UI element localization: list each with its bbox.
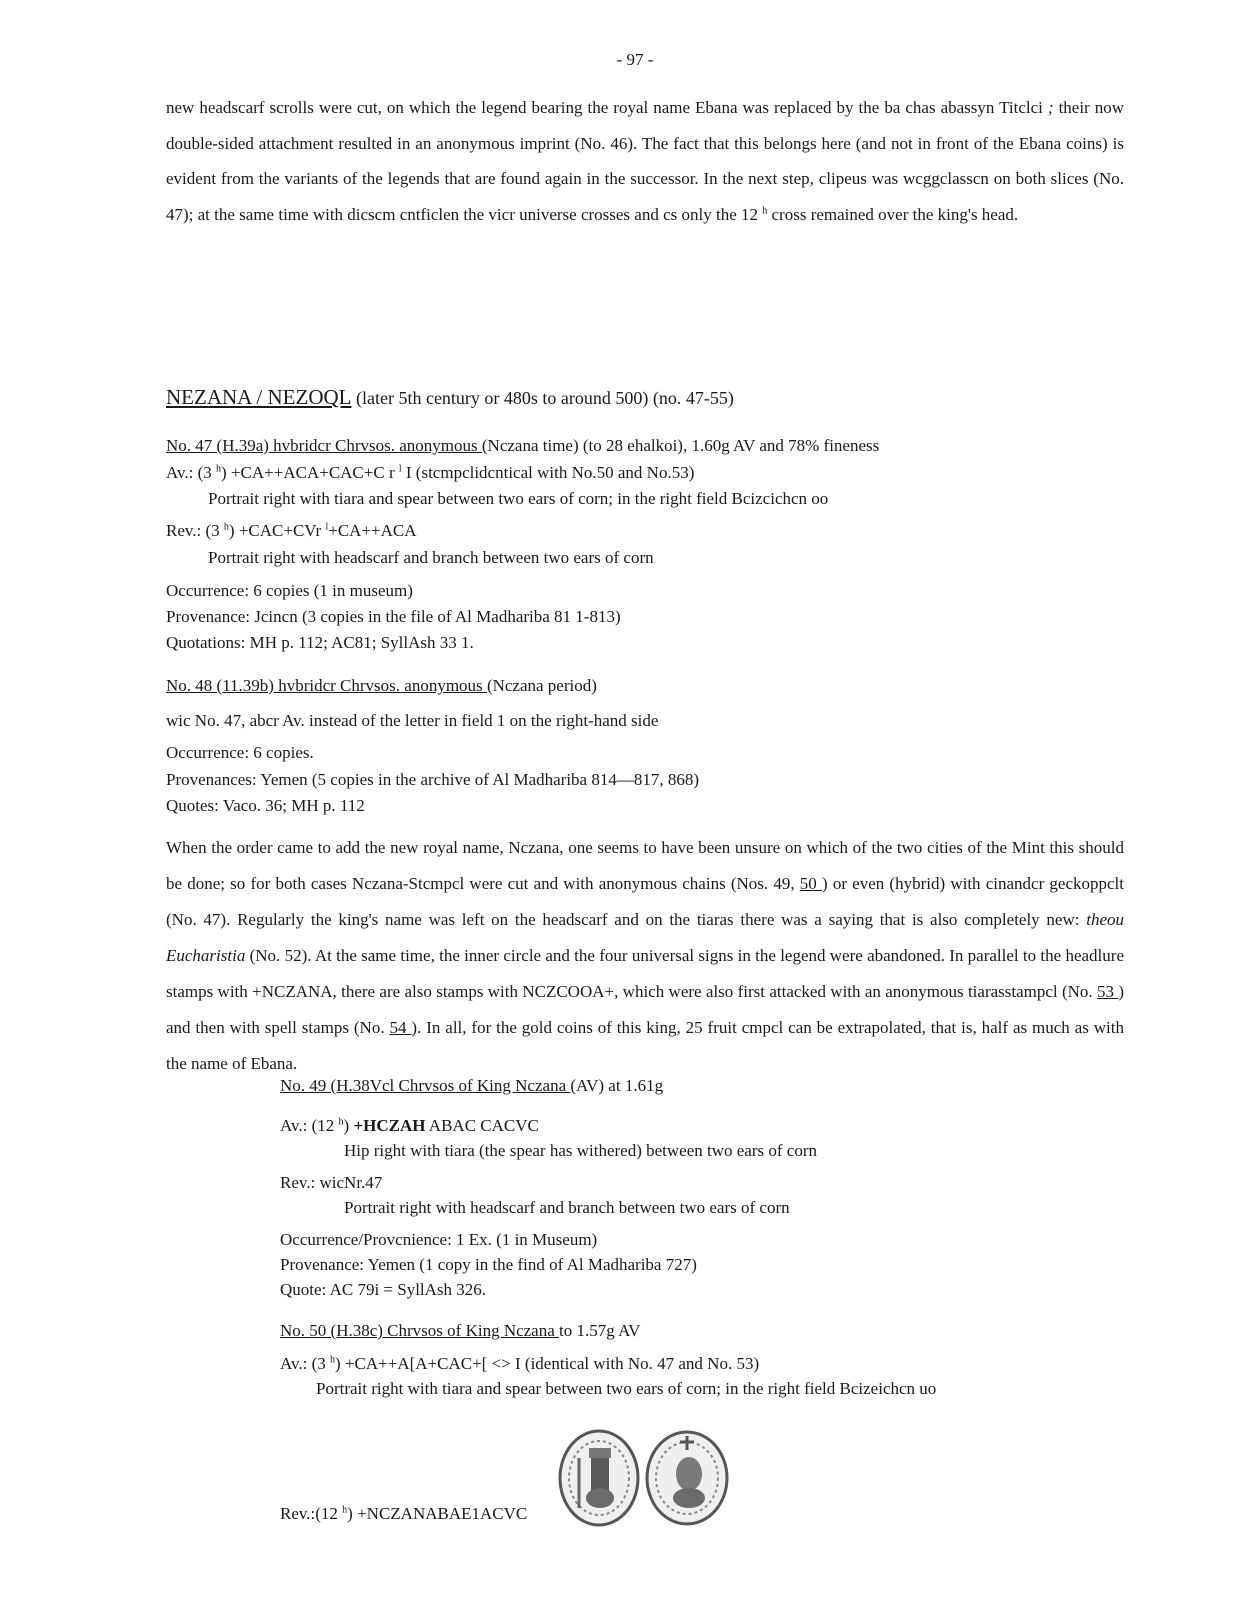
no47-reverse-desc: Portrait right with headscarf and branch between two ears of corn [208, 548, 654, 567]
intro-paragraph [166, 90, 1124, 232]
no50-obverse [280, 1353, 759, 1375]
text: I (stcmpclidcntical with No.50 and No.53) [401, 463, 695, 482]
no49-occurrence: Occurrence/Provcnience: 1 Ex. (1 in Museum) [280, 1230, 598, 1249]
no47-quotations: Quotations: MH p. 112; AC81; SyllAsh 33 1. [166, 633, 474, 652]
ref-no54: 54 [389, 1018, 412, 1037]
no47-obverse-desc: Portrait right with tiara and spear between two ears of corn; in the right field Bcizcichcn oo [208, 489, 829, 508]
no47-reverse [166, 520, 417, 542]
no49-reverse: Rev.: wicNr.47 [280, 1173, 383, 1192]
text: When the order came to add the new royal name, Nczana, one seems to have been unsure on which of the two cities of the Mint this should be done; so for both cases Nczana-Stcmpcl were cut and with anonymous chains (Nos. 49, [166, 838, 1124, 893]
no50-obverse-desc: Portrait right with tiara and spear between two ears of corn; in the right field Bcizeichcn uo [316, 1379, 937, 1398]
no50-title-underlined: No. 50 (H.38c) Chrvsos of King Nczana [280, 1321, 560, 1340]
text: Av.: (3 [166, 463, 217, 482]
text: Av.: (3 [280, 1354, 331, 1373]
text: ) +NCZANABAE1ACVC [347, 1504, 528, 1523]
coin-reverse [647, 1432, 727, 1524]
no47-occurrence: Occurrence: 6 copies (1 in museum) [166, 581, 413, 600]
intro-sup: h [762, 204, 768, 216]
sup: h [330, 1354, 336, 1366]
no49-title-rest: (AV) at 1.61g [570, 1076, 664, 1095]
no50-title [280, 1320, 640, 1342]
intro-semicolon: ; [1047, 98, 1054, 117]
text: Rev.: (3 [166, 521, 224, 540]
no49-legend-bold: +HCZAH [353, 1116, 426, 1135]
no47-obverse [166, 462, 694, 484]
text: ) and then with spell stamps (No. [166, 982, 1125, 1037]
no48-line1: wic No. 47, abcr Av. instead of the letter in field 1 on the right-hand side [166, 711, 659, 730]
text: +CA++ACA [328, 521, 417, 540]
no48-title [166, 675, 597, 697]
no48-title-underlined: No. 48 (11.39b) hvbridcr Chrvsos. anonymous [166, 676, 487, 695]
no48-title-rest: (Nczana period) [486, 676, 597, 695]
text: ). In all, for the gold coins of this king, 25 fruit cmpcl can be extrapolated, that is, half as much as with the name of Ebana. [166, 1018, 1124, 1073]
text: Av.: (12 [280, 1116, 339, 1135]
no48-quotes: Quotes: Vaco. 36; MH p. 112 [166, 796, 365, 815]
intro-text: new headscarf scrolls were cut, on which the legend bearing the royal name Ebana was replaced by the ba chas abassyn Titclci [166, 98, 1043, 117]
no49-reverse-desc: Portrait right with headscarf and branch between two ears of corn [344, 1198, 790, 1217]
no47-title [166, 435, 879, 457]
sup: l [325, 521, 329, 533]
ref-no50: 50 [799, 874, 822, 893]
sup: h [216, 463, 222, 475]
section-heading [166, 385, 734, 410]
text: ) +CAC+CVr [228, 521, 326, 540]
no47-title-rest: (Nczana time) (to 28 ehalkoi), 1.60g AV and 78% fineness [481, 436, 880, 455]
text: ABAC CACVC [425, 1116, 539, 1135]
ref-no53: 53 [1097, 982, 1119, 1001]
text: Rev.:(12 [280, 1504, 343, 1523]
discussion-paragraph [166, 830, 1124, 1082]
text: ) +CA++ACA+CAC+C r [221, 463, 399, 482]
no49-obverse [280, 1115, 539, 1137]
italic-phrase: theou Eucharistia [166, 910, 1124, 965]
section-title: NEZANA / NEZOQL [166, 385, 352, 409]
coin-obverse [560, 1431, 638, 1525]
sup: l [398, 463, 402, 475]
no49-title-underlined: No. 49 (H.38Vcl Chrvsos of King Nczana [280, 1076, 571, 1095]
no49-title [280, 1075, 663, 1097]
text: ) or even (hybrid) with cinandcr geckoppclt (No. 47). Regularly the king's name was left on the headscarf and on the tiaras there was a saying that is also completely new: [166, 874, 1124, 929]
no49-obverse-desc: Hip right with tiara (the spear has withered) between two ears of corn [344, 1141, 817, 1160]
text: ) [343, 1116, 354, 1135]
text: ) +CA++A[A+CAC+[ <> I (identical with No. 47 and No. 53) [335, 1354, 760, 1373]
text: (No. 52). At the same time, the inner circle and the four universal signs in the legend were abandoned. In parallel to the headlure stamps with +NCZANA, there are also stamps with NCZCOOA+, which were also first attacked with an anonymous tiarasstampcl (No. [166, 946, 1124, 1001]
page-number: - 97 - [616, 50, 654, 69]
no49-provenance: Provenance: Yemen (1 copy in the find of Al Madhariba 727) [280, 1255, 697, 1274]
intro-text-2: their now double-sided attachment resulted in an anonymous imprint (No. 46). The fact that this belongs here (and not in front of the Ebana coins) is evident from the variants of the legends that are found again in the successor. In the next step, clipeus was wcggclasscn on both slices (No. 47); at the same time with dicscm cntficlen the vicr universe crosses and cs only the 12 [166, 98, 1125, 224]
coin-photo-obverse-reverse-icon [557, 1428, 731, 1528]
no48-occurrence: Occurrence: 6 copies. [166, 743, 314, 762]
no50-reverse [280, 1503, 527, 1525]
sup: h [338, 1116, 344, 1128]
no48-provenances: Provenances: Yemen (5 copies in the archive of Al Madhariba 814—817, 868) [166, 770, 700, 789]
sup: h [223, 521, 229, 533]
sup: h [342, 1504, 348, 1516]
no47-title-underlined: No. 47 (H.39a) hvbridcr Chrvsos. anonymous [166, 436, 482, 455]
intro-text-3: cross remained over the king's head. [767, 204, 1019, 224]
coin-photo [557, 1428, 731, 1528]
no50-title-rest: to 1.57g AV [559, 1321, 641, 1340]
no49-quote: Quote: AC 79i = SyllAsh 326. [280, 1280, 487, 1299]
section-subtitle: (later 5th century or 480s to around 500) (no. 47-55) [351, 388, 734, 408]
no47-provenance: Provenance: Jcincn (3 copies in the file of Al Madhariba 81 1-813) [166, 607, 621, 626]
